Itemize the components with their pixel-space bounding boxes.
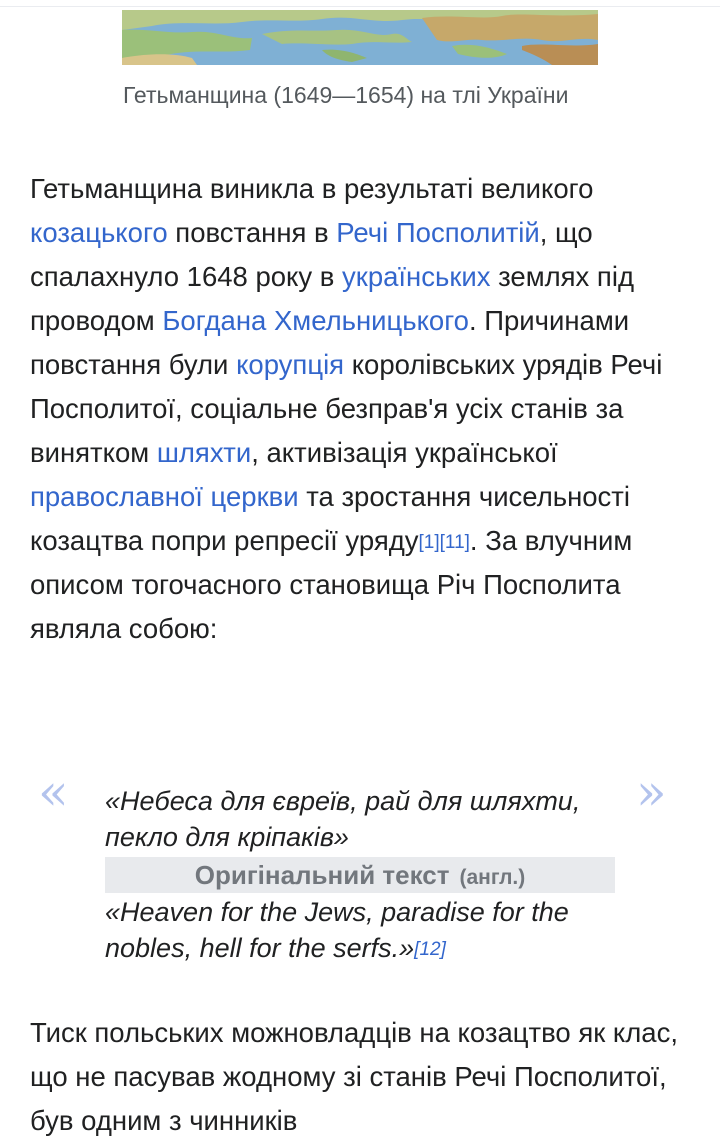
link-bohdan-khmelnytsky[interactable]: Богдана Хмельницького bbox=[162, 305, 469, 336]
quote-ukrainian: «Небеса для євреїв, рай для шляхти, пекло для кріпаків» bbox=[105, 786, 581, 852]
link-corruption[interactable]: корупція bbox=[236, 349, 345, 380]
paragraph-1 bbox=[30, 167, 702, 651]
link-commonwealth[interactable]: Речі Посполитій bbox=[336, 217, 540, 248]
paragraph-2: Тиск польських можновладців на козацтво як клас, що не пасував жодному зі станів Речі Посполитої, був одним з чинників bbox=[30, 1017, 678, 1136]
text-run: . За влучним описом тогочасного становища Річ Посполита являла собою: bbox=[30, 525, 633, 644]
original-text-toggle[interactable] bbox=[105, 857, 615, 893]
reference-11[interactable] bbox=[440, 532, 470, 553]
original-text-title: Оригінальний текст bbox=[194, 860, 450, 890]
quote-close-icon: » bbox=[636, 763, 667, 821]
text-run: . Причинами повстання були bbox=[30, 305, 630, 380]
reference-12-link[interactable]: [12] bbox=[414, 939, 446, 960]
link-szlachta[interactable]: шляхти bbox=[156, 437, 252, 468]
text-run: землях під проводом bbox=[30, 261, 634, 336]
text-run: , активізація української bbox=[251, 437, 558, 468]
quote-open-icon: « bbox=[38, 763, 69, 821]
map-graphic bbox=[122, 10, 598, 65]
text-run: , що спалахнуло 1648 року в bbox=[30, 217, 593, 292]
figure-caption: Гетьманщина (1649—1654) на тлі України bbox=[123, 82, 569, 108]
reference-1-link[interactable]: [1] bbox=[418, 532, 440, 553]
text-run: повстання в bbox=[167, 217, 337, 248]
text-run: та зростання чисельності козацтва попри репресії уряду bbox=[30, 481, 631, 556]
text-run: королівських урядів Речі Посполитої, соціальне безправ'я усіх станів за винятком bbox=[30, 349, 663, 468]
quote-english-text: «Heaven for the Jews, paradise for the nobles, hell for the serfs.» bbox=[105, 897, 569, 963]
reference-1[interactable] bbox=[419, 532, 440, 553]
quote-english bbox=[105, 894, 620, 966]
map-image[interactable] bbox=[122, 10, 598, 65]
link-cossack[interactable]: козацького bbox=[30, 217, 168, 248]
reference-12[interactable] bbox=[414, 939, 446, 960]
top-divider bbox=[0, 6, 720, 7]
reference-11-link[interactable]: [11] bbox=[439, 532, 470, 553]
link-ukrainian[interactable]: українських bbox=[342, 261, 491, 292]
original-text-language: (англ.) bbox=[459, 866, 526, 889]
link-orthodox-church[interactable]: православної церкви bbox=[30, 481, 299, 512]
text-run: Гетьманщина виникла в результаті великого bbox=[30, 173, 594, 204]
